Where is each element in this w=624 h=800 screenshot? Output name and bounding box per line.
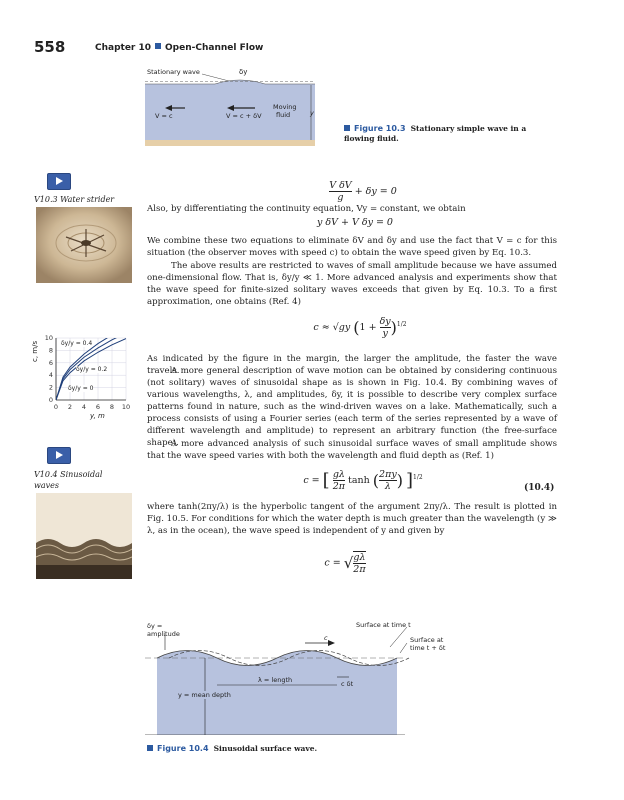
y-tick-label: 10 [44, 334, 53, 342]
figure-10-3-diagram [145, 64, 325, 146]
curve-label-0: δy/y = 0 [68, 385, 94, 392]
label-stationary-wave: Stationary wave [147, 68, 200, 76]
chapter-title: Open-Channel Flow [165, 43, 264, 53]
eq3-denominator: y [382, 328, 388, 339]
eq3-one: 1 + [359, 322, 377, 333]
sinusoidal-waves-photo [36, 493, 132, 579]
play-video-icon[interactable] [47, 447, 71, 464]
eq1-rest: + δy = 0 [354, 186, 397, 197]
y-tick-label: 4 [48, 371, 53, 380]
eq1-numerator: V δV [329, 180, 352, 191]
eq5-numerator: gλ [353, 552, 366, 563]
label-mean-depth: y = mean depth [178, 691, 231, 699]
x-tick-label: 6 [95, 403, 101, 411]
x-tick-label: 0 [53, 403, 59, 411]
eq4-denominator-1: 2π [332, 481, 346, 492]
caption-square-icon [147, 745, 153, 751]
eq4-lhs: c = [303, 475, 320, 486]
caption-square-icon [344, 125, 350, 131]
label-surface-t: Surface at time t [356, 621, 411, 629]
label-wavelength: λ = length [258, 676, 293, 684]
eq4-exponent: 1/2 [413, 473, 423, 481]
equation-2: y δV + V δy = 0 [317, 217, 393, 228]
y-tick-label: 8 [48, 346, 53, 355]
curve-label-04: δy/y = 0.4 [61, 340, 93, 347]
caption-text: Sinusoidal surface wave. [213, 744, 318, 753]
caption-figure-number: Figure 10.3 [354, 124, 406, 133]
x-tick-label: 4 [81, 403, 87, 411]
label-v-left: V = c [155, 112, 173, 120]
free-surface [145, 80, 315, 84]
y-tick-label: 2 [48, 383, 53, 392]
figure-10-3-caption [344, 124, 544, 144]
figure-10-4-diagram [145, 615, 435, 735]
eq3-lhs: c ≈ √gy [313, 322, 351, 333]
caption-text: Stationary simple wave in a flowing fluid. [344, 124, 527, 143]
label-c: c [324, 634, 328, 642]
label-surface-dt-1: Surface at [410, 636, 444, 644]
label-surface-dt-2: time t + δt [410, 644, 446, 652]
eq5-denominator: 2π [353, 564, 366, 575]
equation-1 [298, 180, 428, 203]
channel-bottom [145, 140, 315, 146]
arrow-head-icon [328, 640, 335, 646]
equation-3: c ≈ √gy (1 + $\frac{\delta y}{y}$ )$^{1/2}$ [313, 316, 407, 339]
label-y: y [310, 109, 314, 117]
equation-4: c = [ $\frac{g\lambda}{2\pi}$ tanh ( $\frac{2\pi y}{\lambda}$ ) ]$^{1/2}$ [303, 469, 423, 492]
paragraph-6: A more advanced analysis of such sinusoidal surface waves of small amplitude shows that the wave speed varies with both the wavelength and fluid depth as (Ref. 1) [147, 439, 557, 461]
video-caption-sinusoidal: V10.4 Sinusoidal waves [34, 470, 103, 490]
label-amplitude: amplitude [147, 630, 180, 638]
equation-number-10-4: (10.4) [524, 483, 555, 493]
equation-5: c = √ $\frac{g\lambda}{2\pi}$ [324, 552, 366, 575]
paragraph-2: We combine these two equations to eliminate δV and δy and use the fact that V = c for this situation (the observer moves with speed c) to obtain the wave speed given by Eq. 10.3. [147, 236, 557, 258]
curve-label-02: δy/y = 0.2 [76, 366, 108, 373]
label-c-dt: c δt [341, 680, 354, 688]
graph-xlabel: y, m [90, 412, 105, 420]
play-video-icon[interactable] [47, 173, 71, 190]
eq5-lhs: c = [324, 557, 341, 569]
label-dy-eq: δy = [147, 622, 163, 630]
label-moving: Moving [273, 103, 297, 111]
leader-line [202, 74, 229, 81]
y-tick-label: 6 [48, 358, 53, 367]
eq3-numerator: δy [379, 316, 391, 327]
y-tick-label: 0 [48, 396, 53, 404]
paragraph-3: The above results are restricted to waves of small amplitude because we have assumed one-dimensional flow. That is, δy/y ≪ 1. More advanced analysis and experiments show that the wave speed for finite-sized solitary waves exceeds that given by Eq. 10.3. To a first approximation, one obtains (Ref. 4) [147, 261, 557, 307]
label-fluid: fluid [276, 111, 291, 119]
page-number: 558 [34, 38, 66, 56]
paragraph-1: Also, by differentiating the continuity equation, Vy = constant, we obtain [147, 204, 466, 214]
eq4-numerator-2: 2πy [379, 469, 397, 480]
eq1-denominator: g [337, 192, 344, 203]
graph-ylabel: c, m/s [31, 340, 39, 362]
chapter-label: Chapter 10 [95, 43, 152, 53]
figure-10-4-caption [147, 744, 317, 753]
caption-figure-number: Figure 10.4 [157, 744, 209, 753]
video-caption-water-strider: V10.3 Water strider [34, 195, 115, 204]
x-tick-label: 2 [67, 403, 73, 411]
x-tick-label: 10 [121, 403, 131, 411]
x-tick-label: 8 [109, 403, 115, 411]
paragraph-5: A more general description of wave motion can be obtained by considering continuous (not solitary) waves of sinusoidal shape as is shown in Fig. 10.4. By combining waves of various wavelengths, λ, and amplitudes, δy, it is possible to describe very complex surface patterns found in nature, such as the wind-driven waves on a lake. Mathematically, such a process consists of using a Fourier series (each term of the series represented by a wave of different wavelength and amplitude) to represent an arbitrary function (the free-surface shape). [147, 366, 557, 448]
paragraph-7: where tanh(2πy/λ) is the hyperbolic tangent of the argument 2πy/λ. The result is plotted in Fig. 10.5. For conditions for which the water depth is much greater than the wavelength (y ≫ λ, as in the ocean), the wave speed is independent of y and given by [147, 502, 557, 536]
paragraph-4: As indicated by the figure in the margin, the larger the amplitude, the faster the wave travels. [147, 354, 557, 376]
surface-t-leader [390, 627, 407, 647]
eq4-numerator-1: gλ [332, 469, 345, 480]
running-header [95, 43, 263, 53]
eq4-denominator-2: λ [384, 481, 391, 492]
water-strider-photo [36, 207, 132, 283]
label-dy: δy [239, 68, 248, 76]
header-square-icon [155, 43, 161, 49]
surface-dt-leader [400, 643, 407, 653]
label-v-right: V = c + δV [226, 112, 262, 120]
eq3-exponent: 1/2 [396, 320, 407, 328]
eq4-tanh: tanh [348, 475, 370, 486]
